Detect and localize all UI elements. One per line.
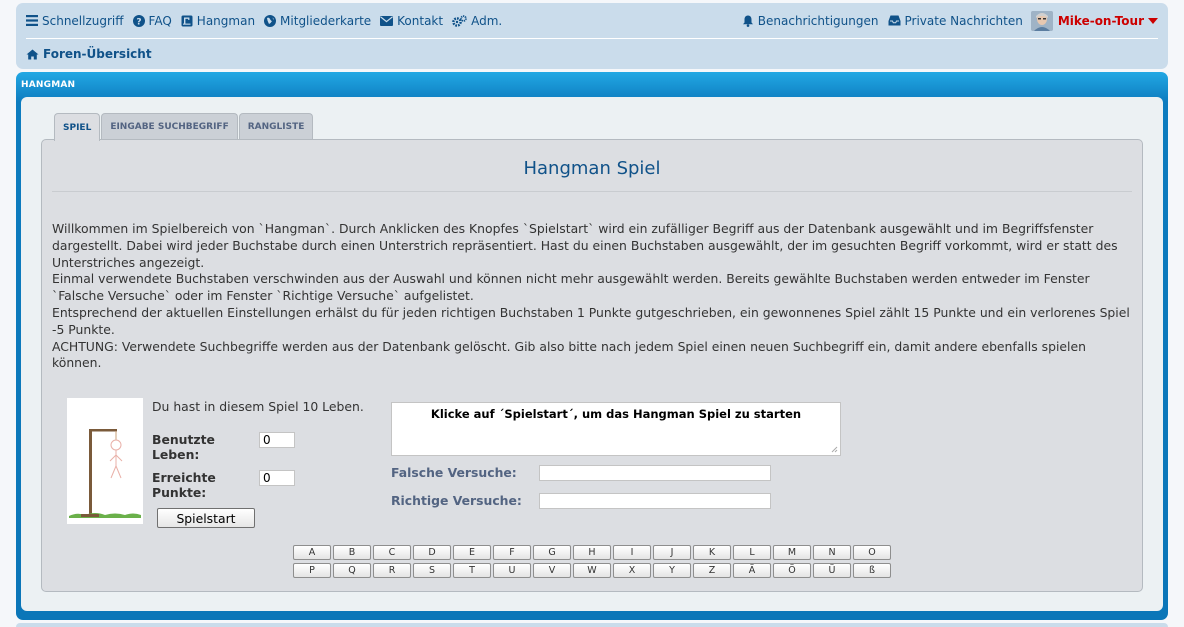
letter-button[interactable]: U xyxy=(493,563,531,578)
nav-link-notifications[interactable] xyxy=(742,14,879,28)
letter-button[interactable]: V xyxy=(533,563,571,578)
tab-rangliste[interactable]: RANGLISTE xyxy=(239,113,314,140)
nav-link-private-messages[interactable] xyxy=(888,14,1023,28)
wrong-guesses-label: Falsche Versuche: xyxy=(391,465,517,480)
letter-button[interactable]: E xyxy=(453,545,491,560)
letter-button[interactable]: I xyxy=(613,545,651,560)
right-guesses-field xyxy=(539,493,771,509)
resize-grip-icon[interactable] xyxy=(830,445,838,453)
letter-button[interactable]: C xyxy=(373,545,411,560)
footer-strip xyxy=(16,623,1168,627)
globe-icon xyxy=(264,15,276,27)
letter-button[interactable]: S xyxy=(413,563,451,578)
title-divider xyxy=(52,191,1132,192)
breadcrumb-home[interactable] xyxy=(26,47,152,61)
lives-text: Du hast in diesem Spiel 10 Leben. xyxy=(152,399,364,414)
letter-button[interactable]: Ä xyxy=(733,563,771,578)
letter-button[interactable]: K xyxy=(693,545,731,560)
nav-link-adm[interactable] xyxy=(452,14,502,28)
letter-button[interactable]: X xyxy=(613,563,651,578)
nav-link-label: Schnellzugriff xyxy=(42,13,124,28)
right-guesses-label: Richtige Versuche: xyxy=(391,493,522,508)
used-lives-label: Benutzte Leben: xyxy=(152,432,215,462)
intro-paragraph: Einmal verwendete Buchstaben verschwinden aus der Auswahl und können nicht mehr ausgewählt werden. Bereits gewählte Buchstaben werden entweder im Fenster `Falsche Versuche` oder im Fenster `Richtige Versuche` aufgelistet. xyxy=(52,271,1090,304)
letter-button[interactable]: B xyxy=(333,545,371,560)
letter-button[interactable]: D xyxy=(413,545,451,560)
gallows-image xyxy=(67,398,143,524)
nav-link-label: FAQ xyxy=(148,13,172,28)
hangman-panel xyxy=(16,72,1168,620)
svg-text:?: ? xyxy=(135,17,142,27)
nav-link-hangman[interactable] xyxy=(181,14,255,28)
letter-button[interactable]: Y xyxy=(653,563,691,578)
start-game-button[interactable]: Spielstart xyxy=(157,508,255,528)
cogs-icon xyxy=(452,15,467,27)
letter-button[interactable]: H xyxy=(573,545,611,560)
letter-button[interactable]: L xyxy=(733,545,771,560)
letter-row xyxy=(293,545,893,560)
word-display xyxy=(391,402,841,456)
letter-button[interactable]: M xyxy=(773,545,811,560)
username: Mike-on-Tour xyxy=(1057,13,1144,28)
letter-button[interactable]: G xyxy=(533,545,571,560)
start-message: Klicke auf ´Spielstart´, um das Hangman Spiel zu starten xyxy=(430,407,802,421)
points-label: Erreichte Punkte: xyxy=(152,470,216,500)
intro-paragraph: Entsprechend der aktuellen Einstellungen erhälst du für jeden richtigen Buchstaben 1 Punkte gutgeschrieben, ein gewonnenes Spiel zählt 15 Punkte und ein verlorenes Spiel -5 Punkte. xyxy=(52,304,1130,337)
question-circle-icon xyxy=(133,15,145,27)
letter-button[interactable]: O xyxy=(853,545,891,560)
nav-link-mitgliederkarte[interactable] xyxy=(264,14,371,28)
inbox-icon xyxy=(888,15,901,26)
home-icon xyxy=(26,49,39,60)
user-menu[interactable] xyxy=(1031,11,1158,31)
intro-paragraph: Willkommen im Spielbereich von `Hangman`. Durch Anklicken des Knopfes `Spielstart` wird ein zufälliger Begriff aus der Datenbank ausgewählt und im Begriffsfenster dargestellt. Dabei wird jeder Buchstabe durch einen Unterstrich repräsentiert. Hast du einen Buchstaben ausgewählt, der im gesuchten Begriff vorkommt, wird er statt des Unterstriches angezeigt. xyxy=(52,221,1118,270)
letter-button[interactable]: Ü xyxy=(813,563,851,578)
intro-paragraph: ACHTUNG: Verwendete Suchbegriffe werden aus der Datenbank gelöscht. Gib also bitte nach jedem Spiel einen neuen Suchbegriff ein, damit andere ebenfalls spielen können. xyxy=(52,338,1086,371)
nav-link-label: Private Nachrichten xyxy=(904,13,1023,28)
nav-link-label: Benachrichtigungen xyxy=(757,13,879,28)
used-lives-field: 0 xyxy=(259,432,295,448)
panel-inner xyxy=(21,97,1163,611)
nav-link-label: Hangman xyxy=(196,13,256,28)
hangman-icon xyxy=(181,15,193,27)
letter-button[interactable]: W xyxy=(573,563,611,578)
letter-button[interactable]: T xyxy=(453,563,491,578)
letter-keyboard xyxy=(293,545,893,581)
nav-row xyxy=(26,3,1158,39)
nav-link-label: Kontakt xyxy=(397,13,444,28)
intro-text xyxy=(52,221,1134,372)
nav-left xyxy=(26,14,511,28)
tab-eingabe-suchbegriff[interactable]: EINGABE SUCHBEGRIFF xyxy=(101,113,237,140)
letter-button[interactable]: A xyxy=(293,545,331,560)
letter-button[interactable]: J xyxy=(653,545,691,560)
avatar xyxy=(1031,11,1053,31)
nav-right xyxy=(733,11,1158,31)
letter-button[interactable]: ß xyxy=(853,563,891,578)
letter-button[interactable]: Q xyxy=(333,563,371,578)
wrong-guesses-field xyxy=(539,465,771,481)
chevron-down-icon xyxy=(1148,18,1158,24)
nav-link-schnellzugriff[interactable] xyxy=(26,14,124,28)
navbar xyxy=(16,3,1168,69)
letter-row xyxy=(293,563,893,578)
tab-spiel[interactable]: SPIEL xyxy=(54,113,100,141)
panel-title: HANGMAN xyxy=(21,80,76,90)
letter-button[interactable]: F xyxy=(493,545,531,560)
breadcrumb xyxy=(26,41,152,67)
letter-button[interactable]: Z xyxy=(693,563,731,578)
nav-link-kontakt[interactable] xyxy=(380,14,443,28)
letter-button[interactable]: R xyxy=(373,563,411,578)
tab-content xyxy=(41,139,1143,592)
points-field: 0 xyxy=(259,470,295,486)
letter-button[interactable]: P xyxy=(293,563,331,578)
breadcrumb-label: Foren-Übersicht xyxy=(43,47,152,61)
page-title: Hangman Spiel xyxy=(523,158,661,179)
envelope-icon xyxy=(380,16,393,26)
nav-link-label: Adm. xyxy=(471,13,503,28)
bell-icon xyxy=(742,15,754,27)
letter-button[interactable]: N xyxy=(813,545,851,560)
nav-link-label: Mitgliederkarte xyxy=(280,13,372,28)
bars-icon xyxy=(26,15,38,26)
letter-button[interactable]: Ö xyxy=(773,563,811,578)
nav-link-faq[interactable] xyxy=(133,14,172,28)
tab-bar xyxy=(54,113,314,141)
